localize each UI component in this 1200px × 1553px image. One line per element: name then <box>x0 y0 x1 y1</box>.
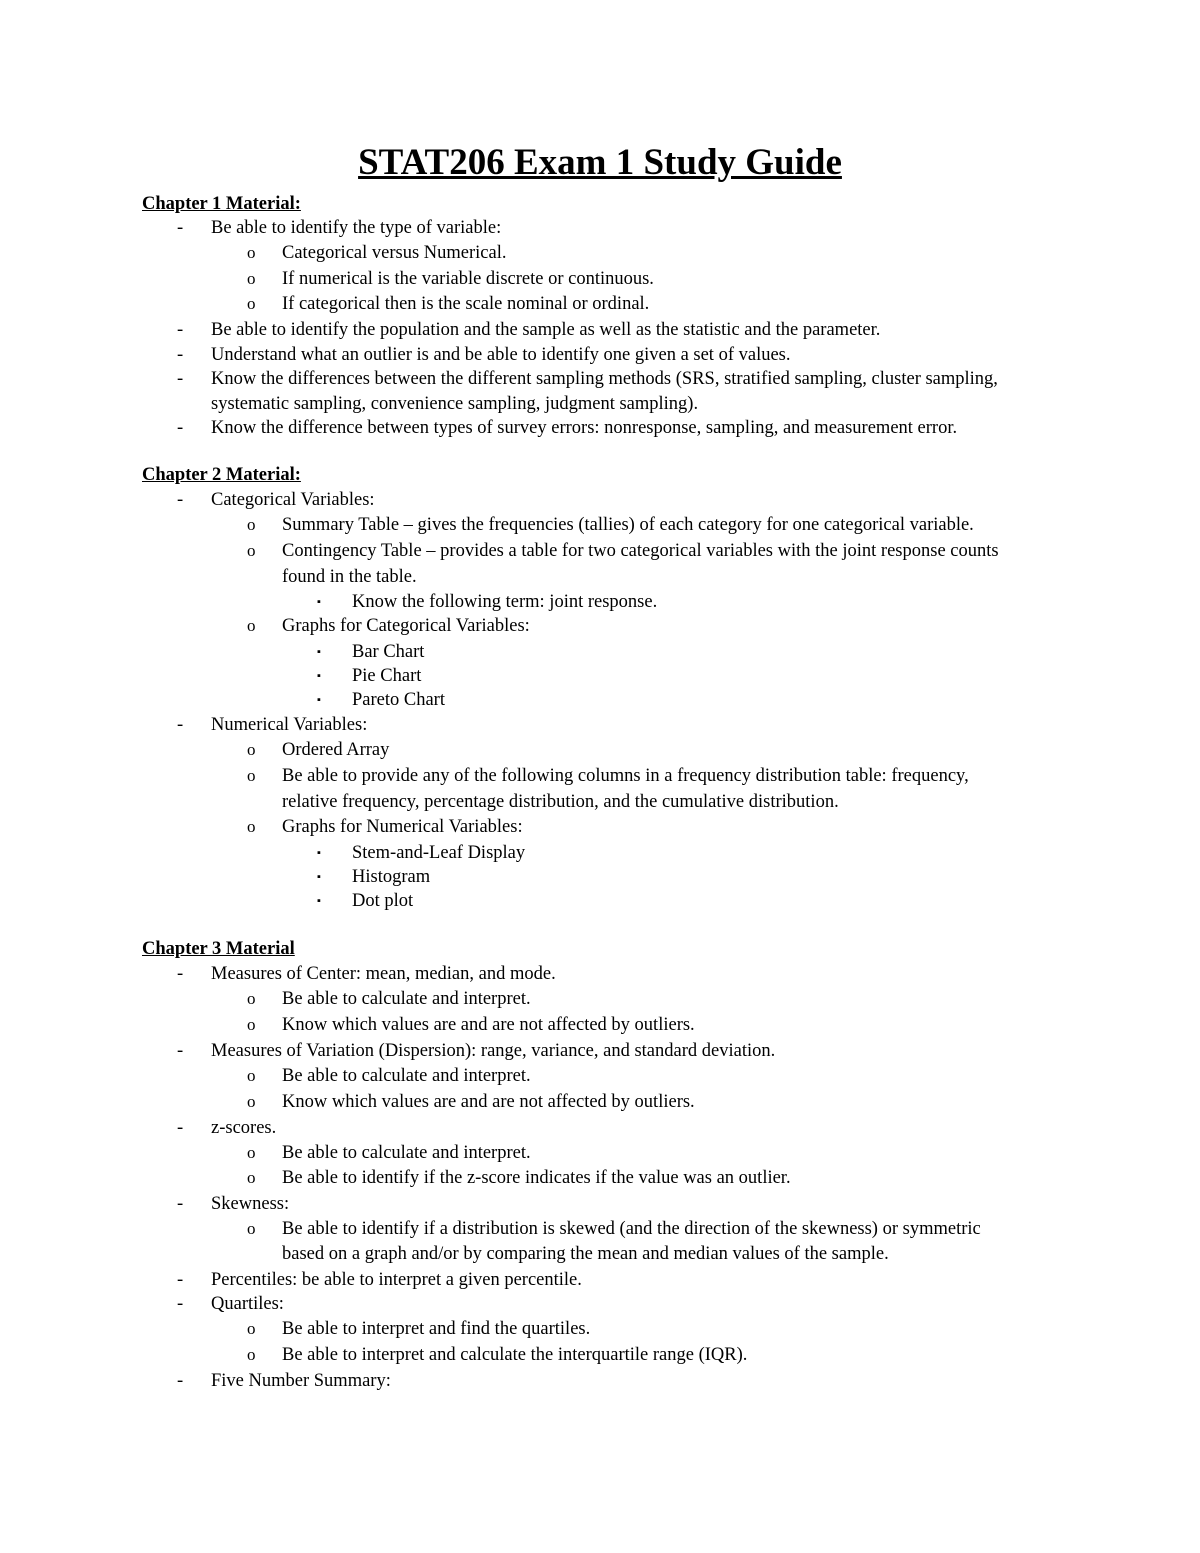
square-bullet: ▪ <box>317 847 321 859</box>
list-item: Be able to calculate and interpret. <box>282 1143 531 1163</box>
list-item: Be able to identify the type of variable: <box>211 218 502 238</box>
dash-bullet: - <box>177 418 184 438</box>
square-bullet: ▪ <box>317 871 321 883</box>
list-item: Be able to calculate and interpret. <box>282 989 531 1009</box>
square-bullet: ▪ <box>317 596 321 608</box>
list-item: Measures of Center: mean, median, and mode. <box>211 964 556 984</box>
circle-bullet: o <box>247 1066 256 1085</box>
dash-bullet: - <box>177 345 184 365</box>
dash-bullet: - <box>177 320 184 340</box>
list-item: Graphs for Categorical Variables: <box>282 616 530 636</box>
list-item: If categorical then is the scale nominal or ordinal. <box>282 294 650 314</box>
list-item: z-scores. <box>211 1118 277 1138</box>
circle-bullet: o <box>247 1092 256 1111</box>
list-item: Be able to calculate and interpret. <box>282 1066 531 1086</box>
list-item: Pie Chart <box>352 666 422 686</box>
list-item: Measures of Variation (Dispersion): range, variance, and standard deviation. <box>211 1041 776 1061</box>
list-item: Be able to interpret and calculate the interquartile range (IQR). <box>282 1345 748 1365</box>
list-item: Percentiles: be able to interpret a given percentile. <box>211 1270 582 1290</box>
list-item: Be able to identify if a distribution is skewed (and the direction of the skewness) or symmetric <box>282 1219 981 1239</box>
list-item: Know the differences between the different sampling methods (SRS, stratified sampling, cluster sampling, <box>211 369 998 389</box>
list-item: Dot plot <box>352 891 414 911</box>
list-item-continuation: relative frequency, percentage distribution, and the cumulative distribution. <box>282 792 839 812</box>
circle-bullet: o <box>247 515 256 534</box>
dash-bullet: - <box>177 1294 184 1314</box>
list-item-continuation: systematic sampling, convenience sampling, judgment sampling). <box>211 394 699 414</box>
list-item: Know which values are and are not affected by outliers. <box>282 1015 695 1035</box>
dash-bullet: - <box>177 964 184 984</box>
circle-bullet: o <box>247 243 256 262</box>
chapter-2-heading: Chapter 2 Material: <box>142 465 301 485</box>
list-item: Numerical Variables: <box>211 715 368 735</box>
circle-bullet: o <box>247 1015 256 1034</box>
circle-bullet: o <box>247 541 256 560</box>
circle-bullet: o <box>247 989 256 1008</box>
list-item: Quartiles: <box>211 1294 284 1314</box>
list-item: Contingency Table – provides a table for two categorical variables with the joint response counts <box>282 541 999 561</box>
list-item: Stem-and-Leaf Display <box>352 843 526 863</box>
square-bullet: ▪ <box>317 895 321 907</box>
circle-bullet: o <box>247 1219 256 1238</box>
square-bullet: ▪ <box>317 646 321 658</box>
list-item: Bar Chart <box>352 642 425 662</box>
circle-bullet: o <box>247 1168 256 1187</box>
circle-bullet: o <box>247 766 256 785</box>
dash-bullet: - <box>177 218 184 238</box>
dash-bullet: - <box>177 715 184 735</box>
list-item: Be able to interpret and find the quartiles. <box>282 1319 591 1339</box>
list-item: Ordered Array <box>282 740 390 760</box>
circle-bullet: o <box>247 616 256 635</box>
square-bullet: ▪ <box>317 694 321 706</box>
list-item: Graphs for Numerical Variables: <box>282 817 523 837</box>
dash-bullet: - <box>177 1371 184 1391</box>
list-item: Be able to identify if the z-score indicates if the value was an outlier. <box>282 1168 791 1188</box>
square-bullet: ▪ <box>317 670 321 682</box>
list-item: Pareto Chart <box>352 690 445 710</box>
list-item: Histogram <box>352 867 431 887</box>
list-item: Categorical Variables: <box>211 490 375 510</box>
dash-bullet: - <box>177 1041 184 1061</box>
document-title: STAT206 Exam 1 Study Guide <box>358 142 842 183</box>
dash-bullet: - <box>177 1194 184 1214</box>
chapter-1-heading: Chapter 1 Material: <box>142 194 301 214</box>
circle-bullet: o <box>247 269 256 288</box>
list-item: Know the difference between types of survey errors: nonresponse, sampling, and measurement error. <box>211 418 958 438</box>
dash-bullet: - <box>177 369 184 389</box>
chapter-3-heading: Chapter 3 Material <box>142 939 295 959</box>
list-item: Summary Table – gives the frequencies (tallies) of each category for one categorical variable. <box>282 515 974 535</box>
dash-bullet: - <box>177 1270 184 1290</box>
list-item: Know which values are and are not affected by outliers. <box>282 1092 695 1112</box>
circle-bullet: o <box>247 1319 256 1338</box>
list-item: Skewness: <box>211 1194 290 1214</box>
list-item-continuation: found in the table. <box>282 567 417 587</box>
list-item: Understand what an outlier is and be able to identify one given a set of values. <box>211 345 791 365</box>
circle-bullet: o <box>247 294 256 313</box>
list-item-continuation: based on a graph and/or by comparing the mean and median values of the sample. <box>282 1244 889 1264</box>
list-item: Five Number Summary: <box>211 1371 391 1391</box>
list-item: Be able to identify the population and the sample as well as the statistic and the parameter. <box>211 320 881 340</box>
dash-bullet: - <box>177 490 184 510</box>
dash-bullet: - <box>177 1118 184 1138</box>
circle-bullet: o <box>247 817 256 836</box>
list-item: If numerical is the variable discrete or continuous. <box>282 269 654 289</box>
list-item: Categorical versus Numerical. <box>282 243 507 263</box>
list-item: Know the following term: joint response. <box>352 592 658 612</box>
circle-bullet: o <box>247 1345 256 1364</box>
circle-bullet: o <box>247 1143 256 1162</box>
list-item: Be able to provide any of the following columns in a frequency distribution table: frequency, <box>282 766 969 786</box>
circle-bullet: o <box>247 740 256 759</box>
